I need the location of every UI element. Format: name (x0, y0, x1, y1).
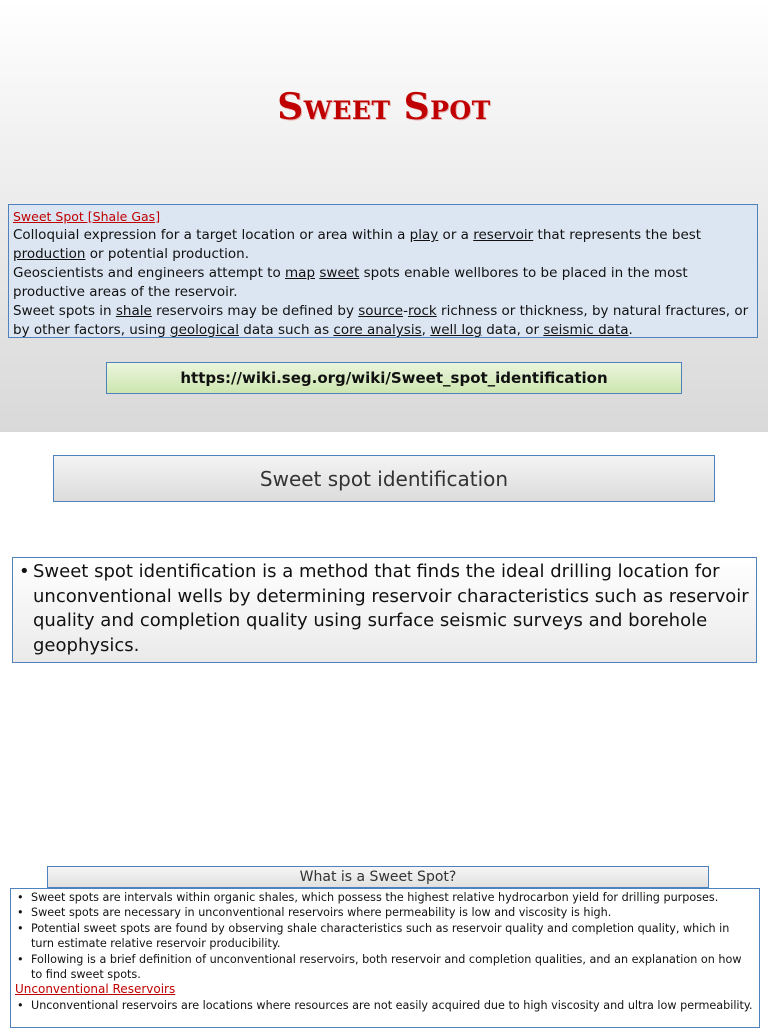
definition-text: spots enable wellbores to be placed in the most productive areas of the reservoir. (13, 265, 688, 300)
definition-paragraph-3 (13, 302, 753, 340)
definition-text: Geoscientists and engineers attempt to (13, 265, 286, 281)
list-item: • Following is a brief definition of unconventional reservoirs, both reservoir and completion qualities, and an explanation on how to find sweet spots. (17, 952, 742, 982)
definition-text: - (403, 303, 408, 319)
source-url-box[interactable] (106, 362, 682, 394)
definition-text: data, or (481, 322, 544, 338)
slide-title: Sweet Spot (277, 86, 491, 128)
bullet-icon: • (17, 891, 24, 904)
list-item: • Unconventional reservoirs are locations where resources are not easily acquired due to high viscosity and ultra low permeability. (17, 998, 753, 1012)
definition-text: , (421, 322, 431, 338)
unconventional-bullet-list (15, 998, 755, 1013)
unconventional-reservoirs-heading[interactable]: Unconventional Reservoirs (15, 982, 176, 997)
list-item: • Sweet spots are necessary in unconventional reservoirs where permeability is low and viscosity is high. (17, 906, 612, 920)
identification-bullet-box (12, 557, 757, 663)
definition-link[interactable]: map (285, 265, 316, 281)
identification-bullet-text: Sweet spot identification is a method that finds the ideal drilling location for unconventional wells by determining reservoir characteristics such as reservoir quality and completion quality using surface seismic surveys and borehole geophysics. (33, 561, 749, 656)
definition-text: that represents the best (533, 227, 702, 243)
bullet-icon: • (17, 952, 24, 966)
definition-link[interactable]: shale (115, 303, 152, 319)
list-item: • Potential sweet spots are found by observing shale characteristics such as reservoir quality and completion quality, which in turn estimate relative reservoir producibility. (17, 921, 730, 951)
definition-text: or potential production. (85, 246, 250, 262)
definition-heading[interactable]: Sweet Spot [Shale Gas] (13, 209, 161, 224)
definition-text: reservoirs may be defined by (151, 303, 359, 319)
definition-link[interactable]: production (13, 246, 86, 262)
definition-link[interactable]: well log (430, 322, 482, 338)
slide-1 (0, 0, 768, 432)
definition-link[interactable]: sweet (319, 265, 360, 281)
identification-title-box (53, 455, 715, 502)
definition-link[interactable]: source (358, 303, 404, 319)
what-is-title-box (47, 866, 709, 888)
bullet-icon: • (17, 906, 24, 920)
definition-link[interactable]: reservoir (473, 227, 534, 243)
definition-link[interactable]: rock (407, 303, 437, 319)
source-url[interactable]: https://wiki.seg.org/wiki/Sweet_spot_identification (180, 369, 608, 387)
definition-text: data such as (238, 322, 334, 338)
definition-text: Colloquial expression for a target location or area within a (13, 227, 410, 243)
definition-text: or a (438, 227, 474, 243)
definition-link[interactable]: geological (170, 322, 239, 338)
definition-link[interactable]: core analysis (333, 322, 422, 338)
definition-link[interactable]: play (409, 227, 439, 243)
definition-text: Sweet spots in (13, 303, 116, 319)
definition-paragraph-1 (13, 226, 753, 264)
what-is-bullet-list (15, 890, 755, 982)
identification-title: Sweet spot identification (259, 466, 509, 491)
definition-link[interactable]: seismic data (543, 322, 629, 338)
definition-box (8, 204, 758, 338)
definition-text: . (628, 322, 633, 338)
what-is-title: What is a Sweet Spot? (299, 869, 457, 885)
definition-paragraph-2 (13, 264, 753, 302)
what-is-body (10, 888, 760, 1028)
bullet-icon: • (19, 561, 30, 582)
bullet-icon: • (17, 998, 24, 1012)
definition-text: richness or thickness, by natural fractures, or by other factors, using (13, 303, 749, 338)
list-item: • Sweet spots are intervals within organic shales, which possess the highest relative hydrocarbon yield for drilling purposes. (17, 891, 719, 904)
bullet-icon: • (17, 921, 24, 935)
